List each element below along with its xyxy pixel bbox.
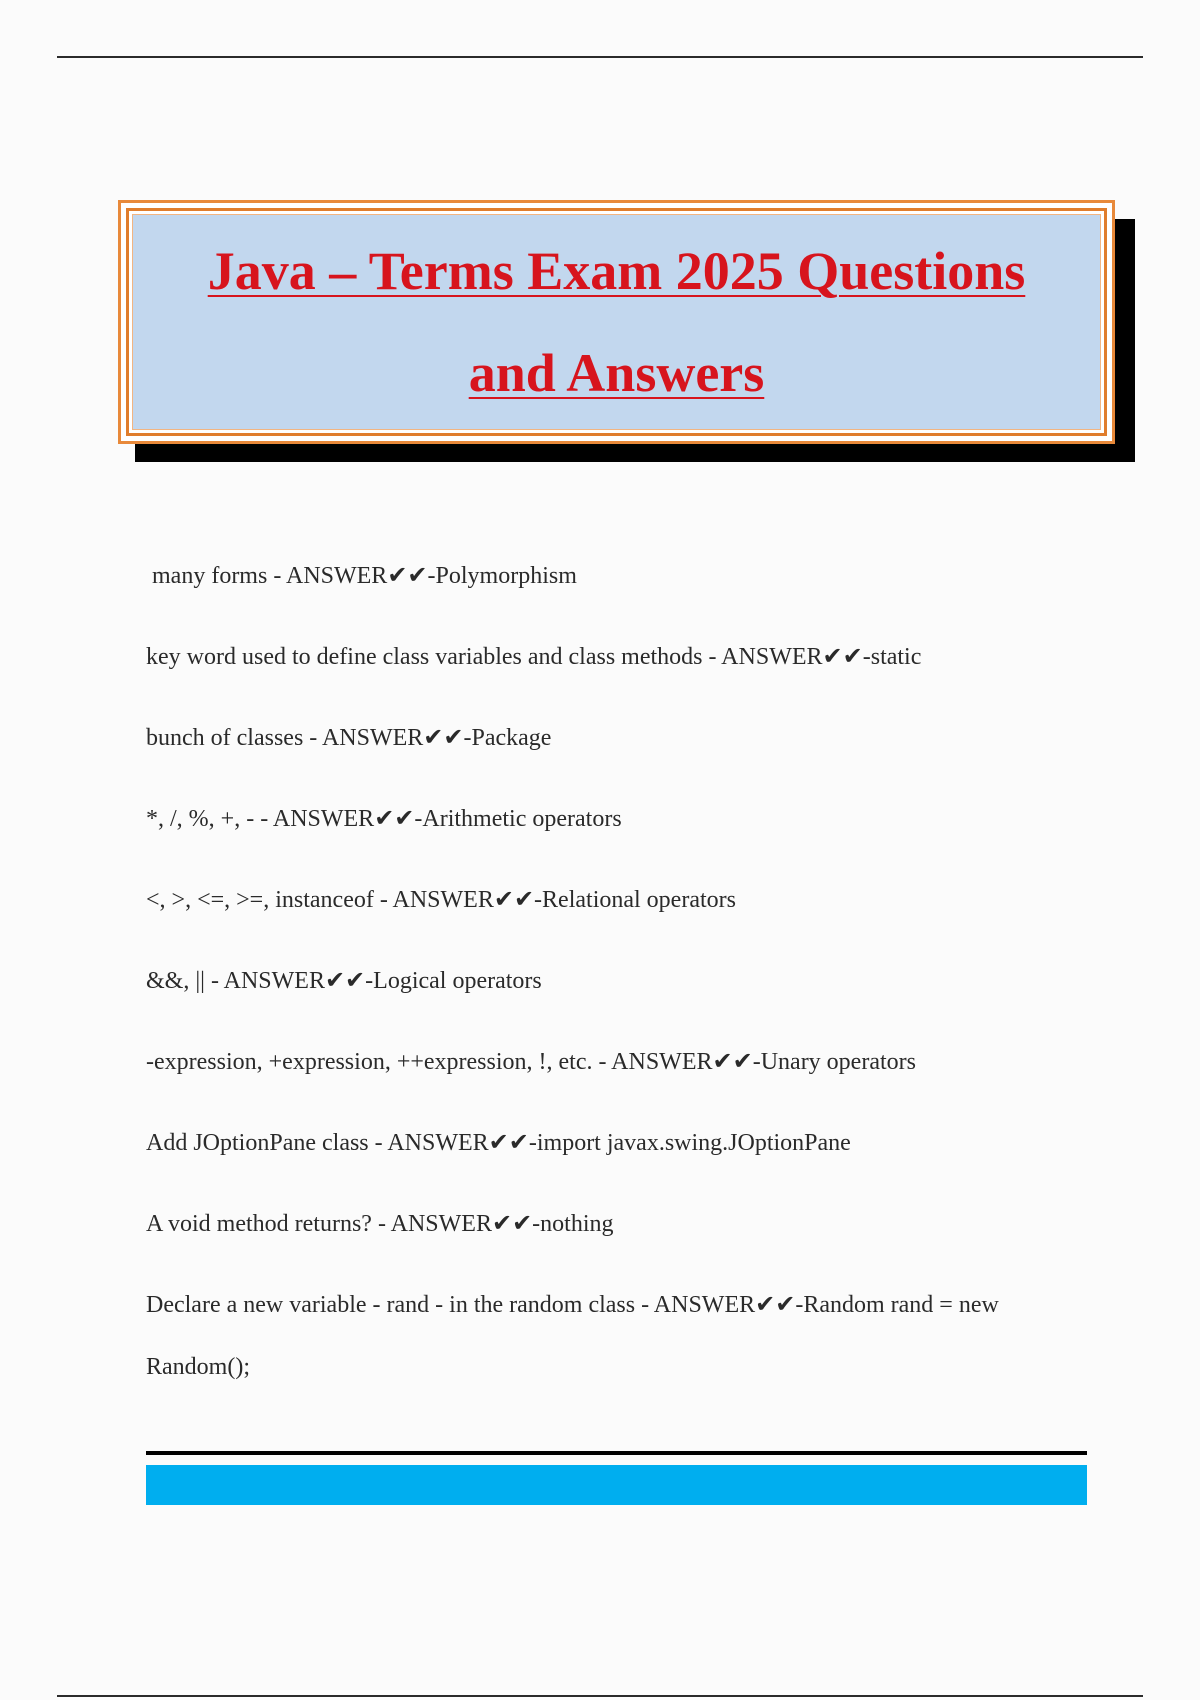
qa-item: bunch of classes - ANSWER✔✔-Package — [146, 725, 552, 751]
qa-item: &&, || - ANSWER✔✔-Logical operators — [146, 968, 542, 994]
top-rule — [57, 56, 1143, 58]
qa-item: key word used to define class variables and class methods - ANSWER✔✔-static — [146, 644, 922, 670]
qa-item: A void method returns? - ANSWER✔✔-nothing — [146, 1211, 614, 1237]
document-title-line-1: Java – Terms Exam 2025 Questions — [207, 241, 1026, 301]
title-box — [118, 200, 1115, 444]
document-title-line-2: and Answers — [468, 343, 765, 403]
title-box-fill — [132, 214, 1101, 430]
qa-item: -expression, +expression, ++expression, !, etc. - ANSWER✔✔-Unary operators — [146, 1049, 916, 1075]
qa-item: many forms - ANSWER✔✔-Polymorphism — [152, 563, 577, 589]
bottom-rule — [57, 1695, 1143, 1697]
qa-list — [146, 545, 1106, 1417]
footer-rule — [146, 1451, 1087, 1455]
qa-item: <, >, <=, >=, instanceof - ANSWER✔✔-Relational operators — [146, 887, 736, 913]
qa-item: Declare a new variable - rand - in the random class - ANSWER✔✔-Random rand = new Random(); — [146, 1292, 999, 1380]
title-box-frame — [126, 208, 1107, 436]
qa-item: Add JOptionPane class - ANSWER✔✔-import javax.swing.JOptionPane — [146, 1130, 851, 1156]
qa-item: *, /, %, +, - - ANSWER✔✔-Arithmetic operators — [146, 806, 622, 832]
footer-color-band — [146, 1465, 1087, 1505]
